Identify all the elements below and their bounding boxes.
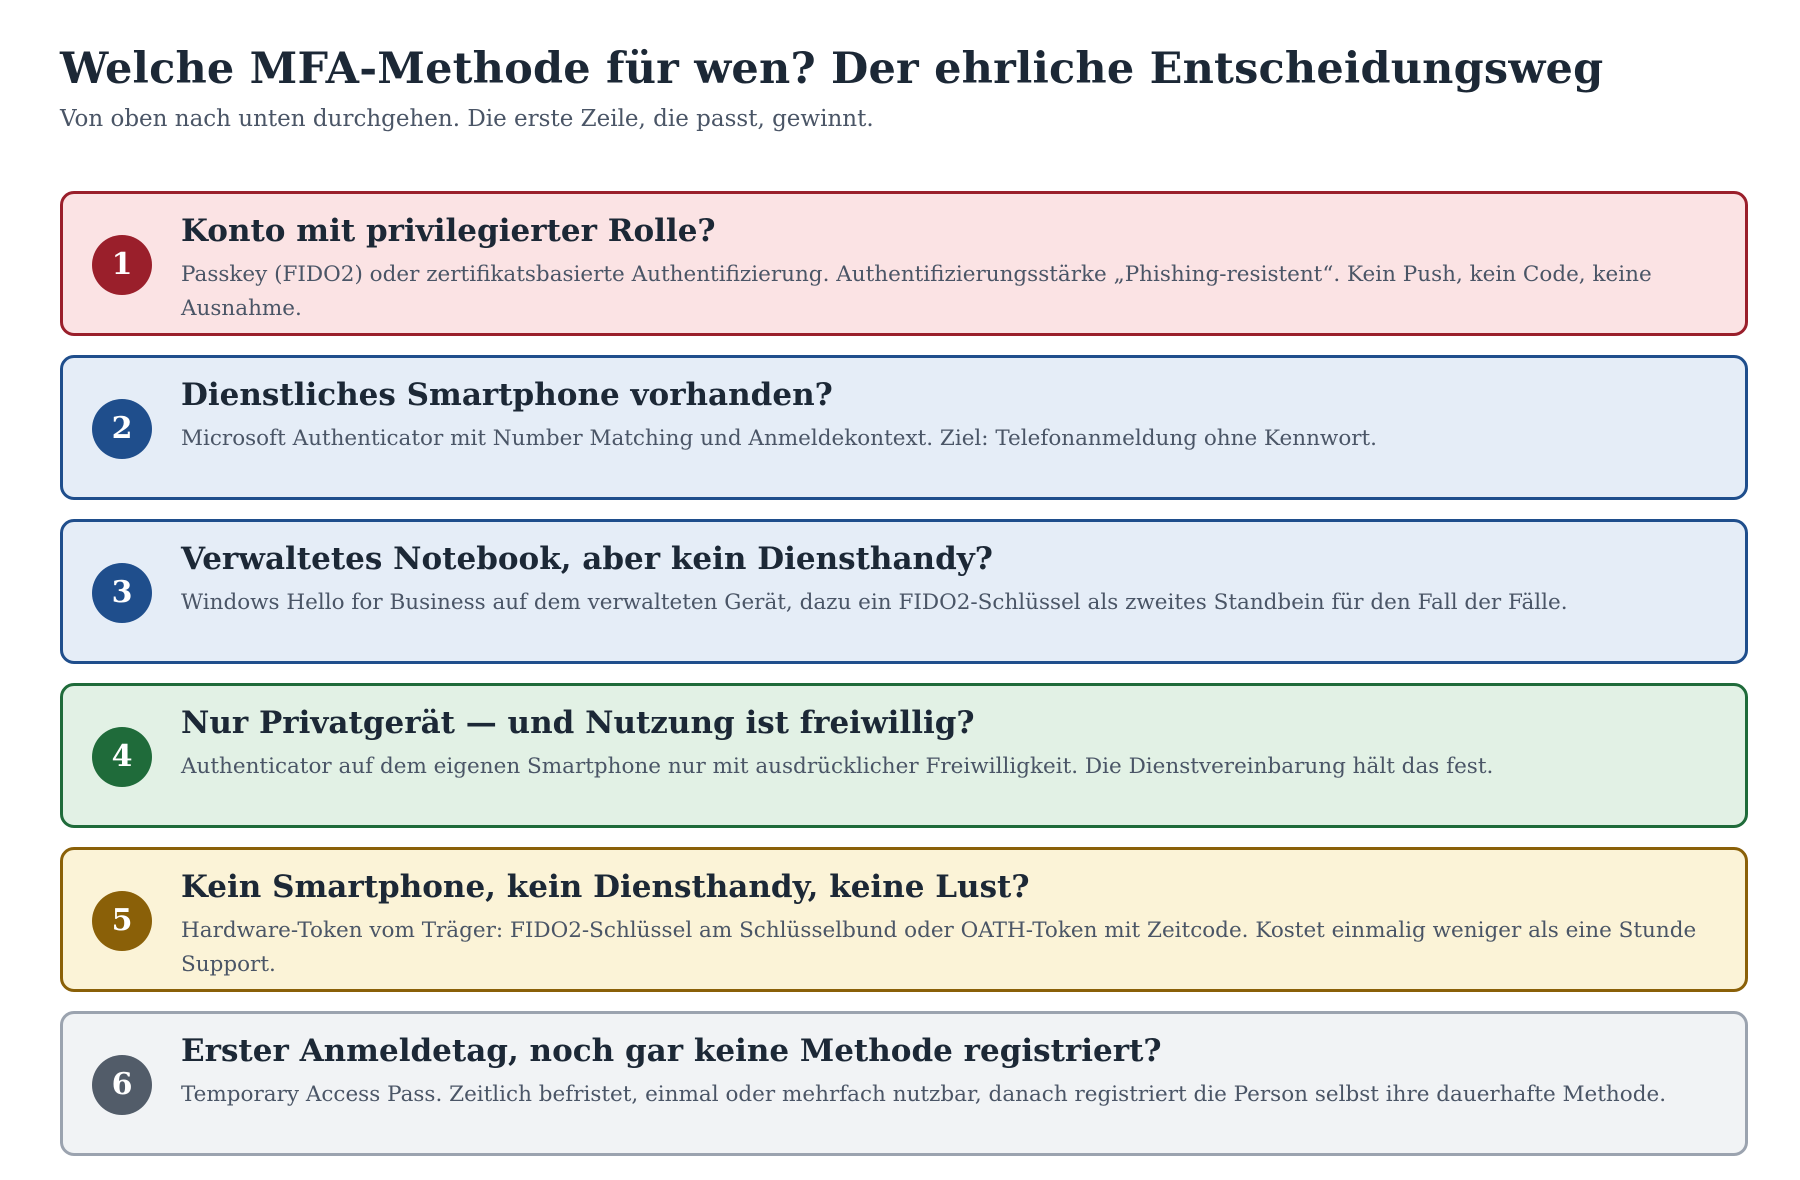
step-number-badge: 6 bbox=[92, 1055, 152, 1115]
step-card-3 bbox=[60, 519, 1748, 664]
step-description: Passkey (FIDO2) oder zertifikatsbasierte Authentifizierung. Authentifizierungsstärke „Phishing-resistent“. Kein Push, kein Code, keine Ausnahme. bbox=[181, 262, 1652, 321]
step-card-5 bbox=[60, 847, 1748, 992]
step-number-badge: 1 bbox=[92, 235, 152, 295]
step-card-1 bbox=[60, 191, 1748, 336]
step-heading: Kein Smartphone, kein Diensthandy, keine Lust? bbox=[181, 869, 1030, 905]
decision-steps bbox=[60, 191, 1748, 1175]
step-card-6 bbox=[60, 1011, 1748, 1156]
page-title: Welche MFA-Methode für wen? Der ehrliche Entscheidungsweg bbox=[60, 44, 1604, 94]
step-description: Authenticator auf dem eigenen Smartphone nur mit ausdrücklicher Freiwilligkeit. Die Dienstvereinbarung hält das fest. bbox=[181, 754, 1494, 779]
step-number-badge: 4 bbox=[92, 727, 152, 787]
step-body bbox=[181, 378, 1705, 456]
step-description: Windows Hello for Business auf dem verwalteten Gerät, dazu ein FIDO2-Schlüssel als zweites Standbein für den Fall der Fälle. bbox=[181, 590, 1568, 615]
step-description: Microsoft Authenticator mit Number Matching und Anmeldekontext. Ziel: Telefonanmeldung ohne Kennwort. bbox=[181, 426, 1378, 451]
step-description: Temporary Access Pass. Zeitlich befristet, einmal oder mehrfach nutzbar, danach registriert die Person selbst ihre dauerhafte Methode. bbox=[181, 1082, 1667, 1107]
step-body bbox=[181, 542, 1705, 620]
step-card-4 bbox=[60, 683, 1748, 828]
page-subtitle: Von oben nach unten durchgehen. Die erste Zeile, die passt, gewinnt. bbox=[60, 106, 874, 132]
step-body bbox=[181, 1034, 1705, 1112]
step-heading: Erster Anmeldetag, noch gar keine Methode registriert? bbox=[181, 1033, 1162, 1069]
step-body bbox=[181, 870, 1705, 982]
step-heading: Nur Privatgerät — und Nutzung ist freiwillig? bbox=[181, 705, 975, 741]
step-card-2 bbox=[60, 355, 1748, 500]
step-heading: Dienstliches Smartphone vorhanden? bbox=[181, 377, 833, 413]
step-body bbox=[181, 706, 1705, 784]
step-number-badge: 2 bbox=[92, 399, 152, 459]
step-body bbox=[181, 214, 1705, 326]
step-description: Hardware-Token vom Träger: FIDO2-Schlüssel am Schlüsselbund oder OATH-Token mit Zeitcode. Kostet einmalig weniger als eine Stunde Support. bbox=[181, 918, 1697, 977]
step-number-badge: 5 bbox=[92, 891, 152, 951]
step-heading: Verwaltetes Notebook, aber kein Diensthandy? bbox=[181, 541, 993, 577]
step-heading: Konto mit privilegierter Rolle? bbox=[181, 213, 716, 249]
step-number-badge: 3 bbox=[92, 563, 152, 623]
